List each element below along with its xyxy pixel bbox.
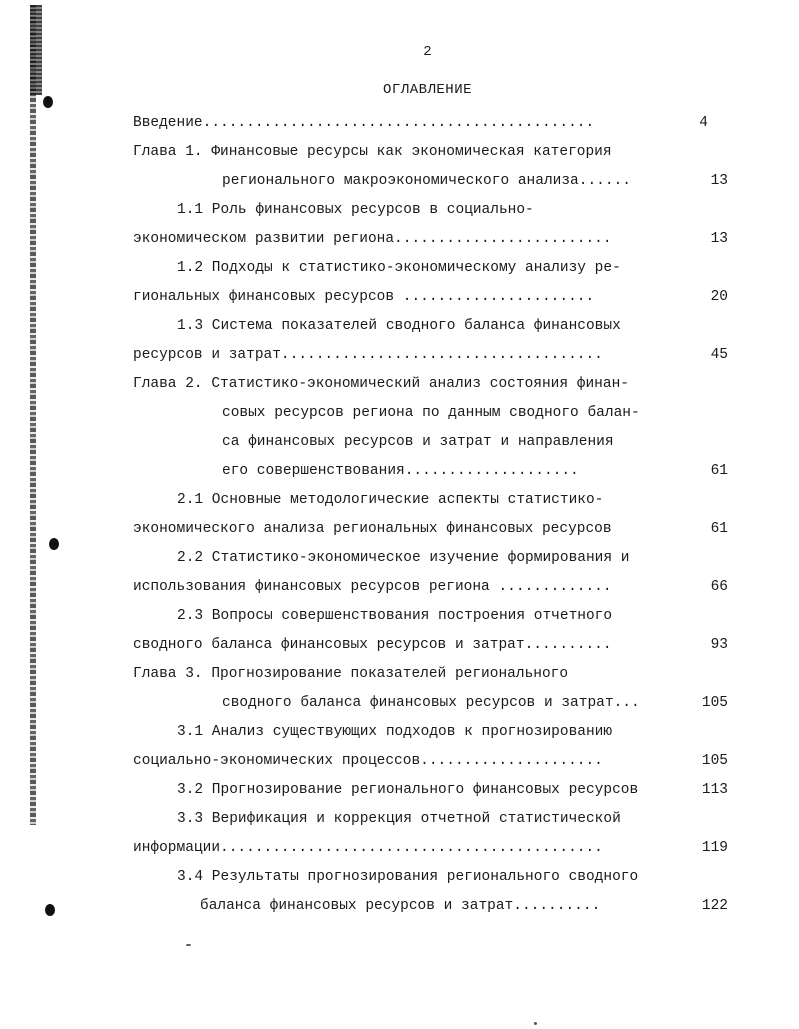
toc-entry-text: Глава 3. Прогнозирование показателей регионального — [133, 666, 569, 682]
toc-entry-text: 3.1 Анализ существующих подходов к прогнозированию — [177, 724, 613, 740]
toc-entry-text: Введение............................................. — [133, 115, 595, 131]
scan-edge-artifact — [30, 5, 36, 825]
toc-entry-page: 20 — [710, 289, 728, 305]
punch-hole-mark — [49, 538, 59, 550]
toc-entry-page: 45 — [710, 347, 728, 363]
toc-entry-text: 3.3 Верификация и коррекция отчетной статистической — [177, 811, 621, 827]
toc-entry-text: са финансовых ресурсов и затрат и направления — [222, 434, 614, 450]
toc-entry-text: социально-экономических процессов..................... — [133, 753, 603, 769]
punch-hole-mark — [45, 904, 55, 916]
toc-entry-page: 66 — [710, 579, 728, 595]
toc-entry-text: 1.3 Система показателей сводного баланса финансовых — [177, 318, 621, 334]
toc-title: ОГЛАВЛЕНИЕ — [382, 82, 472, 98]
toc-entry-text: 2.3 Вопросы совершенствования построения отчетного — [177, 608, 613, 624]
toc-entry-text: 2.2 Статистико-экономическое изучение формирования и — [177, 550, 630, 566]
toc-entry-text: Глава 2. Статистико-экономический анализ состояния финан- — [133, 376, 629, 392]
toc-entry-text: его совершенствования.................... — [222, 463, 579, 479]
toc-entry-page: 105 — [701, 753, 728, 769]
toc-entry-text: гиональных финансовых ресурсов ...................... — [133, 289, 595, 305]
toc-entry-page: 61 — [710, 463, 728, 479]
toc-entry-page: 4 — [699, 115, 708, 131]
toc-entry-text: использования финансовых ресурсов региона ............. — [133, 579, 612, 595]
toc-entry-text: 1.2 Подходы к статистико-экономическому анализу ре- — [177, 260, 621, 276]
toc-entry-page: 122 — [701, 898, 728, 914]
toc-entry-text: ресурсов и затрат..................................... — [133, 347, 603, 363]
toc-entry-text: 2.1 Основные методологические аспекты статистико- — [177, 492, 604, 508]
toc-entry-page: 119 — [701, 840, 728, 856]
toc-entry-text: 1.1 Роль финансовых ресурсов в социально- — [177, 202, 534, 218]
toc-entry-page: 113 — [701, 782, 728, 798]
toc-entry-text: экономическом развитии региона......................... — [133, 231, 612, 247]
toc-entry-text: баланса финансовых ресурсов и затрат.......... — [200, 898, 601, 914]
toc-entry-text: сводного баланса финансовых ресурсов и затрат... — [222, 695, 640, 711]
scan-speck — [534, 1022, 537, 1025]
toc-entry-page: 61 — [710, 521, 728, 537]
toc-entry-text: сводного баланса финансовых ресурсов и затрат.......... — [133, 637, 612, 653]
toc-entry-page: 105 — [701, 695, 728, 711]
page-number: 2 — [423, 44, 432, 60]
toc-entry-text: регионального макроэкономического анализа...... — [222, 173, 631, 189]
toc-entry-page: 93 — [710, 637, 728, 653]
scan-speck — [186, 944, 191, 946]
toc-entry-text: 3.4 Результаты прогнозирования регионального сводного — [177, 869, 639, 885]
toc-entry-text: Глава 1. Финансовые ресурсы как экономическая категория — [133, 144, 612, 160]
toc-entry-page: 13 — [710, 231, 728, 247]
toc-entry-text: совых ресурсов региона по данным сводного балан- — [222, 405, 640, 421]
toc-entry-text: 3.2 Прогнозирование регионального финансовых ресурсов — [177, 782, 639, 798]
toc-entry-text: экономического анализа региональных финансовых ресурсов — [133, 521, 612, 537]
toc-entry-text: информации............................................ — [133, 840, 603, 856]
toc-entry-page: 13 — [710, 173, 728, 189]
